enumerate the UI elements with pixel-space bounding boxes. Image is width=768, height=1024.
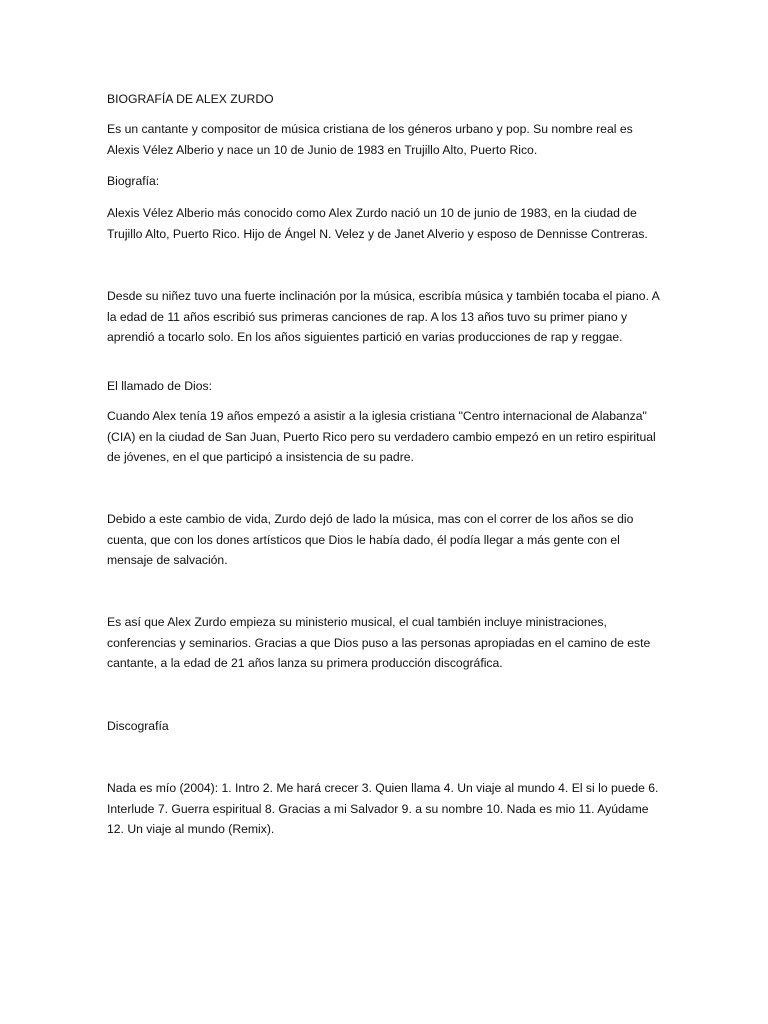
discografia-paragraph: Nada es mío (2004): 1. Intro 2. Me hará crecer 3. Quien llama 4. Un viaje al mundo 4. El si lo puede 6. Interlude 7. Guerra espiritual 8. Gracias a mi Salvador 9. a su nombre 10. Nada es mio 11. Ayúdame 12. Un viaje al mundo (Remix). bbox=[107, 781, 659, 836]
document-title: BIOGRAFÍA DE ALEX ZURDO bbox=[107, 92, 274, 106]
heading-biografia: Biografía: bbox=[107, 174, 160, 188]
biografia-paragraph-1: Alexis Vélez Alberio más conocido como Alex Zurdo nació un 10 de junio de 1983, en la ciudad de Trujillo Alto, Puerto Rico. Hijo de Ángel N. Velez y de Janet Alverio y esposo de Dennisse Contreras. bbox=[107, 206, 648, 241]
llamado-paragraph-2: Debido a este cambio de vida, Zurdo dejó de lado la música, mas con el correr de los años se dio cuenta, que con los dones artísticos que Dios le había dado, él podía llegar a más gente con el mensaje de salvación. bbox=[107, 512, 634, 567]
heading-llamado-de-dios: El llamado de Dios: bbox=[107, 379, 212, 393]
heading-discografia: Discografía bbox=[107, 719, 169, 733]
llamado-paragraph-3: Es así que Alex Zurdo empieza su ministerio musical, el cual también incluye ministraciones, conferencias y seminarios. Gracias a que Dios puso a las personas apropiadas en el camino de este cantante, a la edad de 21 años lanza su primera producción discográfica. bbox=[107, 615, 651, 670]
intro-paragraph: Es un cantante y compositor de música cristiana de los géneros urbano y pop. Su nombre real es Alexis Vélez Alberio y nace un 10 de Junio de 1983 en Trujillo Alto, Puerto Rico. bbox=[107, 122, 633, 157]
llamado-paragraph-1: Cuando Alex tenía 19 años empezó a asistir a la iglesia cristiana "Centro internacional de Alabanza" (CIA) en la ciudad de San Juan, Puerto Rico pero su verdadero cambio empezó en un retiro espiritual de jóvenes, en el que participó a insistencia de su padre. bbox=[107, 409, 656, 464]
biografia-paragraph-2: Desde su niñez tuvo una fuerte inclinación por la música, escribía música y también tocaba el piano. A la edad de 11 años escribió sus primeras canciones de rap. A los 13 años tuvo su primer piano y aprendió a tocarlo solo. En los años siguientes partició en varias producciones de rap y reggae. bbox=[107, 289, 660, 344]
